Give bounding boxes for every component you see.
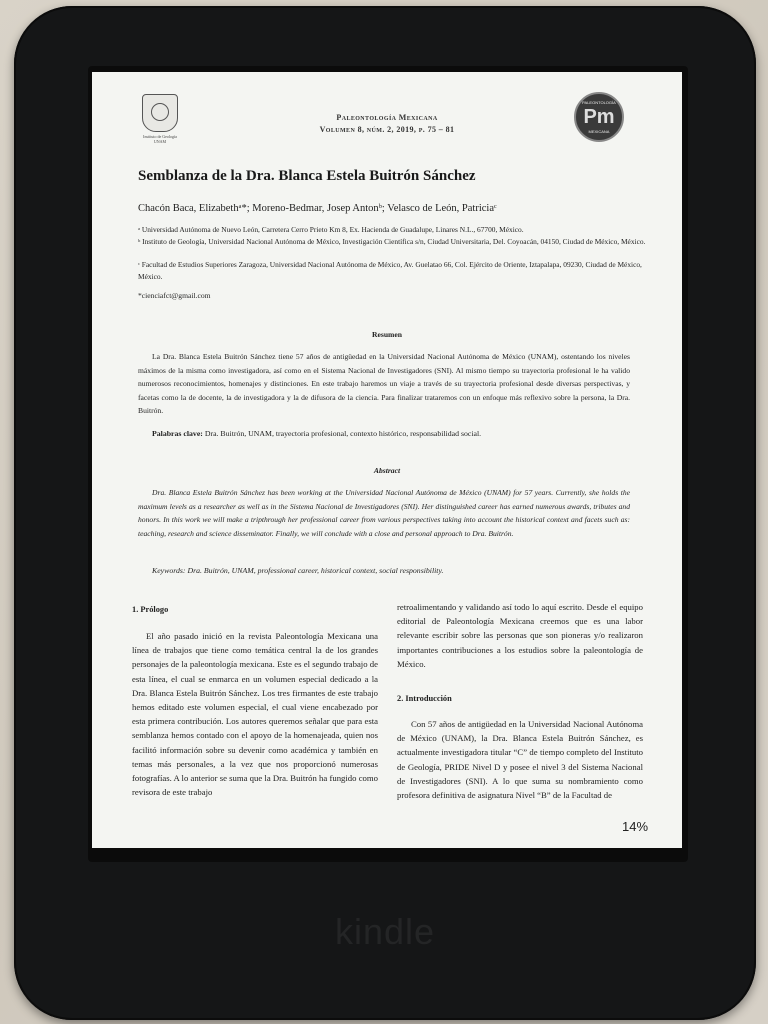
article-authors: Chacón Baca, Elizabethᵃ*; Moreno-Bedmar, Josep Antonᵇ; Velasco de León, Patriciaᶜ (138, 203, 497, 214)
section-prologo-text: El año pasado inició en la revista Paleontología Mexicana una línea de trabajos que tiene como temática central la de los grandes personajes de la paleontología mexicana. Este es el segundo trabajo de esta línea, el cual se enmarca en un volumen especial dedicado a la Dra. Blanca Estela Buitrón Sánchez. Los tres firmantes de este trabajo hemos editado este volumen especial, el cual viene encabezado por esta primera contribución. Los autores queremos señalar que para esta semblanza hemos contado con el apoyo de la homenajeada, quien nos facilitó información sobre su devenir como académica y también en temas más personales, a la vez que nos proporcionó numerosas fotografías. A lo anterior se suma que la Dra. Buitrón ha fungido como revisora de este trabajo (132, 631, 378, 798)
logo-mark: Pm (583, 105, 615, 128)
journal-volume: Volumen 8, núm. 2, 2019, p. 75 – 81 (319, 125, 455, 134)
section-introduccion-text: Con 57 años de antigüedad en la Universidad Nacional Autónoma de México (UNAM), la Dra. Blanca Estela Buitrón Sánchez, es actualmente investigadora titular “C” de tiempo completo del Instituto de Geología, PRIDE Nivel D y posee el nivel 3 del Sistema Nacional de Investigadores (SNI). A lo que suma su nombramiento como profesora definitiva de asignatura Nivel “B” de la Facultad de (397, 719, 643, 801)
affiliation-c: ᶜ Facultad de Estudios Superiores Zaragoza, Universidad Nacional Autónoma de México, Av. Guelatao 66, Col. Ejército de Oriente, Iztapalapa, 09230, Ciudad de México, México. (138, 260, 642, 281)
reading-progress: 14% (622, 819, 649, 834)
keywords-label: Keywords: (152, 566, 186, 575)
paleontologia-mexicana-logo (574, 92, 624, 142)
affiliation-b: ᵇ Instituto de Geología, Universidad Nacional Autónoma de México, Investigación Científica s/n, Ciudad Universitaria, Del. Coyoacán, 04150, Ciudad de México, México. (138, 237, 646, 246)
section-prologo-title: 1. Prólogo (132, 605, 169, 614)
resumen-text: La Dra. Blanca Estela Buitrón Sánchez tiene 57 años de antigüedad en la Universidad Nacional Autónoma de México (UNAM), ostentando los niveles máximos de la misma como investigadora, así como en el Sistema Nacional de Investigadores (SNI). Al mismo tiempo su trayectoria profesional le ha valido numerosos reconocimientos, homenajes y distinciones. En este trabajo haremos un viaje a través de su trayectoria profesional desde diversas perspectivas, y facetas como la de docente, la de investigadora y la de difusora de la ciencia. Para finalizar trataremos con un enfoque más reflexivo sobre la persona, la Dra. Buitrón. (138, 352, 630, 416)
column2-continuation: retroalimentando y validando así todo lo aquí escrito. Desde el equipo editorial de Paleontología Mexicana creemos que es una labor relevante escribir sobre las personas que son pioneras y/o realizaron importantes contribuciones a los estudios sobre la paleontología de México. (397, 602, 643, 669)
unam-crest-icon (142, 94, 178, 132)
palabras-clave (152, 429, 632, 438)
resumen-heading: Resumen (372, 330, 402, 339)
journal-header (222, 112, 552, 136)
palabras-label: Palabras clave: (152, 429, 203, 438)
reader-screen[interactable] (92, 72, 682, 848)
affiliation-a: ᵃ Universidad Autónoma de Nuevo León, Carretera Cerro Prieto Km 8, Ex. Hacienda de Guadalupe, Linares N.L., 67700, México. (138, 225, 524, 234)
unam-logo-text: Instituto de Geología UNAM (143, 134, 177, 144)
logo-ring-bottom: MEXICANA (588, 129, 610, 134)
article-title: Semblanza de la Dra. Blanca Estela Buitrón Sánchez (138, 168, 476, 184)
abstract-text: Dra. Blanca Estela Buitrón Sánchez has been working at the Universidad Nacional Autónoma de México (UNAM) for 57 years. Currently, she holds the maximum levels as a researcher as well as in the Sistema Nacional de Investigadores (SNI). Her distinguished career has earned numerous awards, tributes and honors. In this work we will make a tripthrough her professional career from various perspectives taking into account the historical context and facets such as: teaching, research and science disseminator. Finally, we will conclude with a close and personal approach to Dra. Buitrón. (138, 488, 630, 538)
kindle-logo: kindle (334, 911, 436, 952)
logo-ring-top: PALEONTOLOGÍA (582, 100, 616, 105)
abstract-heading: Abstract (373, 466, 401, 475)
contact-email: *cienciafct@gmail.com (138, 291, 211, 300)
journal-name: Paleontología Mexicana (336, 113, 438, 122)
unam-logo (138, 94, 182, 154)
keywords (152, 566, 632, 575)
section-introduccion-title: 2. Introducción (397, 694, 452, 703)
keywords-text: Dra. Buitrón, UNAM, professional career, historical context, social responsibility. (187, 566, 444, 575)
palabras-text: Dra. Buitrón, UNAM, trayectoria profesional, contexto histórico, responsabilidad social. (204, 429, 482, 438)
